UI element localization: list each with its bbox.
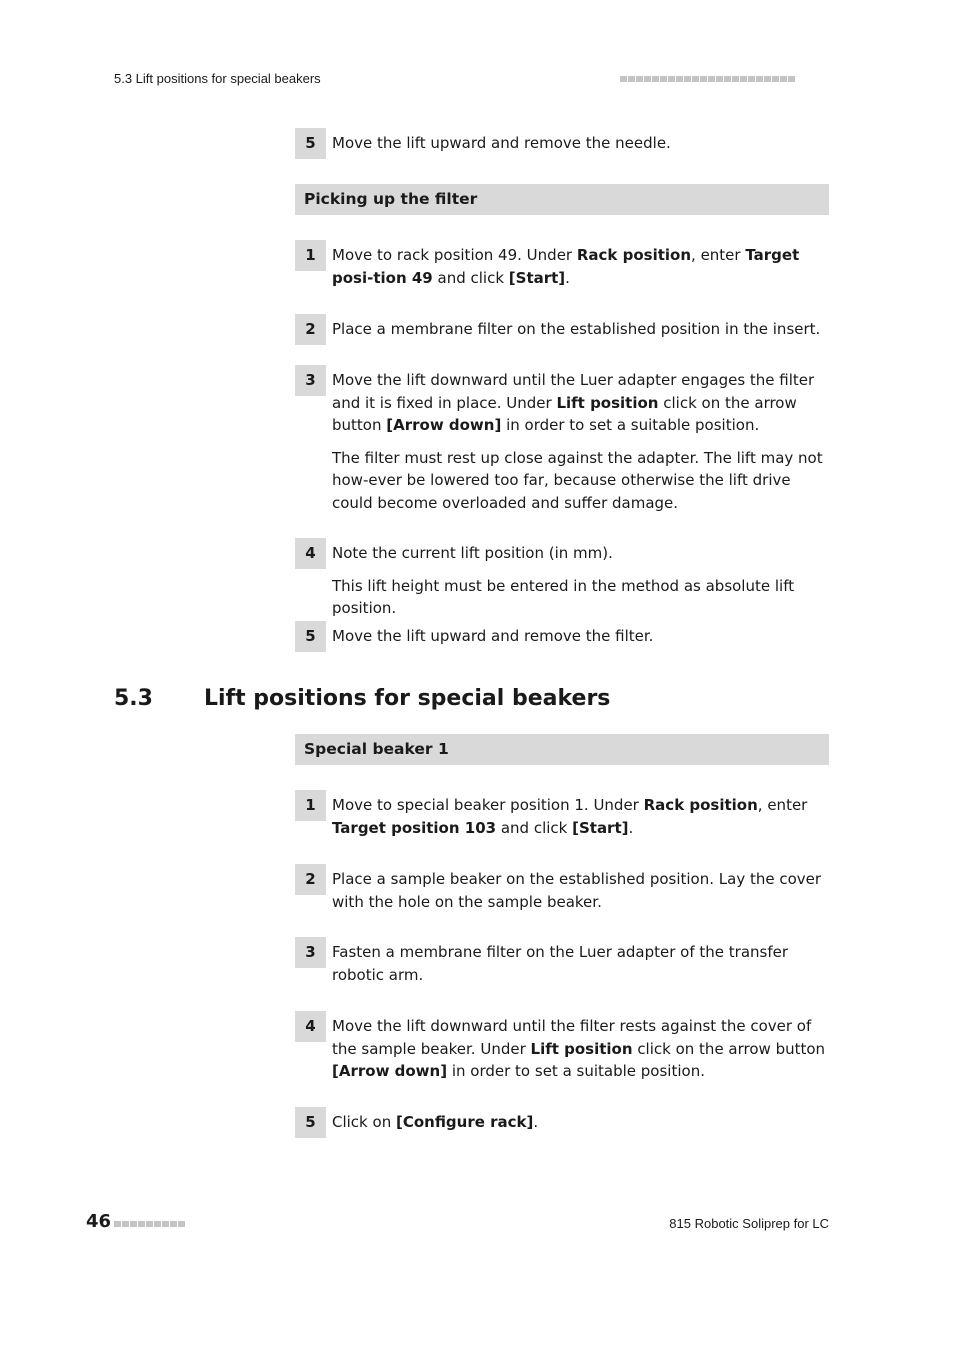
step-item [295,128,829,155]
decoration-square [780,76,787,82]
decoration-square [700,76,707,82]
step-text: Move to rack position 49. Under Rack position, enter Target posi-tion 49 and click [Start]. [332,246,800,287]
header-decoration [620,76,795,82]
step-item [295,864,829,913]
step-text: Fasten a membrane filter on the Luer adapter of the transfer robotic arm. [332,943,789,984]
section-number: 5.3 [114,686,153,711]
step-number: 5 [295,128,326,159]
step-item [295,937,829,986]
step-item [295,240,829,289]
decoration-square [708,76,715,82]
running-header-section: 5.3 Lift positions for special beakers [114,71,321,86]
decoration-square [692,76,699,82]
bold-term: Target posi-tion 49 [332,246,800,287]
step-text: Move the lift upward and remove the filter. [332,627,654,645]
bold-term: Rack position [576,246,692,264]
subsection-heading-filter: Picking up the filter [295,184,829,215]
decoration-square [676,76,683,82]
page-number: 46 [86,1211,112,1232]
step-number: 4 [295,538,326,569]
decoration-square [114,1221,121,1227]
step-text: Move the lift downward until the filter rests against the cover of the sample beaker. Under Lift position click on the arrow button [Arrow down] in order to set a suitable position. [332,1017,826,1080]
decoration-square [788,76,795,82]
decoration-square [146,1221,153,1227]
step-item [295,538,829,620]
decoration-square [716,76,723,82]
decoration-square [620,76,627,82]
step-number: 3 [295,365,326,396]
decoration-square [772,76,779,82]
decoration-square [644,76,651,82]
bold-term: Lift position [530,1039,633,1058]
step-text: Click on [Configure rack]. [332,1113,539,1131]
decoration-square [652,76,659,82]
decoration-square [732,76,739,82]
decoration-square [724,76,731,82]
decoration-square [740,76,747,82]
decoration-square [138,1221,145,1227]
step-text: Place a sample beaker on the established position. Lay the cover with the hole on the sample beaker. [332,870,822,911]
bold-term: [Start] [508,268,566,287]
step-item [295,365,829,514]
bold-term: [Configure rack] [395,1113,534,1131]
step-text: Move the lift downward until the Luer adapter engages the filter and it is fixed in place. Under Lift position click on the arrow button [Arrow down] in order to set a suitable position. [332,371,815,434]
bold-term: Target position 103 [332,818,497,837]
step-text: Note the current lift position (in mm). [332,544,613,562]
step-text: Place a membrane filter on the established position in the insert. [332,320,821,338]
step-note: The filter must rest up close against the adapter. The lift may not how-ever be lowered too far, because otherwise the lift drive could become overloaded and suffer damage. [332,448,823,512]
footer-product-name: 815 Robotic Soliprep for LC [669,1216,829,1231]
bold-term: [Start] [572,818,629,837]
decoration-square [170,1221,177,1227]
step-number: 2 [295,314,326,345]
step-item [295,1107,829,1134]
step-note: This lift height must be entered in the method as absolute lift position. [332,576,795,617]
decoration-square [178,1221,185,1227]
step-number: 2 [295,864,326,895]
step-item [295,1011,829,1083]
decoration-square [162,1221,169,1227]
bold-term: [Arrow down] [332,1062,448,1080]
step-item [295,790,829,839]
decoration-square [628,76,635,82]
step-text: Move to special beaker position 1. Under Rack position, enter Target position 103 and click [Start]. [332,796,808,837]
decoration-square [154,1221,161,1227]
subsection-heading-beaker: Special beaker 1 [295,734,829,765]
step-number: 4 [295,1011,326,1042]
bold-term: [Arrow down] [386,416,502,434]
decoration-square [756,76,763,82]
step-item [295,314,829,341]
decoration-square [130,1221,137,1227]
step-number: 1 [295,240,326,271]
step-text: Move the lift upward and remove the needle. [332,134,671,152]
step-number: 5 [295,621,326,652]
decoration-square [636,76,643,82]
step-number: 1 [295,790,326,821]
decoration-square [122,1221,129,1227]
decoration-square [748,76,755,82]
decoration-square [764,76,771,82]
decoration-square [668,76,675,82]
bold-term: Lift position [556,393,659,412]
section-title: Lift positions for special beakers [204,686,611,711]
bold-term: Rack position [643,796,758,814]
step-item [295,621,829,648]
step-number: 3 [295,937,326,968]
decoration-square [660,76,667,82]
decoration-square [684,76,691,82]
footer-decoration [114,1221,185,1227]
step-number: 5 [295,1107,326,1138]
